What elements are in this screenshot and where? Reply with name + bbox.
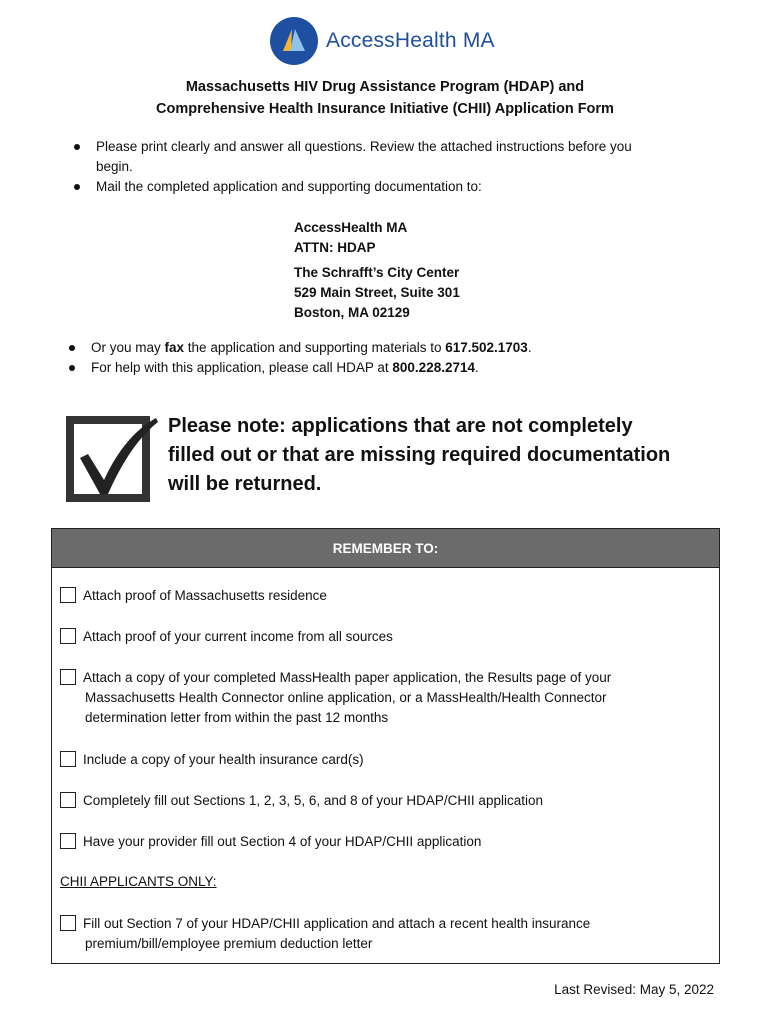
address-street: 529 Main Street, Suite 301 <box>294 285 460 300</box>
checkbox[interactable] <box>60 792 76 808</box>
fax-word: fax <box>164 340 185 355</box>
checklist-item-provider <box>60 832 700 852</box>
checklist-item-text-line2: premium/bill/employee premium deduction letter <box>85 936 373 951</box>
address-building: The Schrafft’s City Center <box>294 265 460 280</box>
checklist-item-income <box>60 627 700 647</box>
instruction-mail <box>72 177 712 197</box>
help-pre: For help with this application, please call HDAP at <box>91 360 393 375</box>
address-name: AccessHealth MA <box>294 220 408 235</box>
fax-pre: Or you may <box>91 340 165 355</box>
fax-number: 617.502.1703 <box>445 340 528 355</box>
checkbox[interactable] <box>60 915 76 931</box>
fax-post: . <box>527 340 532 355</box>
instruction-print-clearly-line2: begin. <box>96 159 133 174</box>
note-line2: filled out or that are missing required documentation <box>168 444 671 466</box>
checklist-item-residence <box>60 586 700 606</box>
note-line3: will be returned. <box>168 473 322 495</box>
instruction-print-clearly-line1: Please print clearly and answer all questions. Review the attached instructions before you <box>96 139 632 154</box>
checklist-item-text-line2: Massachusetts Health Connector online application, or a MassHealth/Health Connector <box>85 690 607 705</box>
address-attn: ATTN: HDAP <box>294 240 376 255</box>
checkbox[interactable] <box>60 628 76 644</box>
checklist-item-sections <box>60 791 700 811</box>
checkbox[interactable] <box>60 751 76 767</box>
logo-brand-text: AccessHealth MA <box>326 29 495 52</box>
form-title-line2: Comprehensive Health Insurance Initiative (CHII) Application Form <box>156 101 614 117</box>
checklist-item-text: Completely fill out Sections 1, 2, 3, 5, 6, and 8 of your HDAP/CHII application <box>83 793 543 808</box>
checkbox[interactable] <box>60 833 76 849</box>
checklist-item-chii-section7 <box>60 914 700 954</box>
incomplete-application-note <box>168 412 708 499</box>
checklist-item-text: Attach proof of Massachusetts residence <box>83 588 327 603</box>
address-city: Boston, MA 02129 <box>294 305 410 320</box>
contact-list <box>67 338 727 378</box>
help-post: . <box>475 360 479 375</box>
form-title-line1: Massachusetts HIV Drug Assistance Program (HDAP) and <box>185 79 585 95</box>
checklist-item-insurance-card <box>60 750 700 770</box>
checklist-item-masshealth <box>60 668 700 728</box>
fax-mid: the application and supporting materials to <box>184 340 446 355</box>
note-line1: Please note: applications that are not completely <box>168 415 633 437</box>
remember-checklist <box>51 528 720 964</box>
remember-header: REMEMBER TO: <box>52 529 719 568</box>
checklist-item-text: Have your provider fill out Section 4 of your HDAP/CHII application <box>83 834 482 849</box>
instruction-print-clearly <box>72 137 712 177</box>
checkbox[interactable] <box>60 587 76 603</box>
checklist-item-text: Attach proof of your current income from all sources <box>83 629 393 644</box>
mailing-address <box>294 218 460 323</box>
chii-applicants-label: CHII APPLICANTS ONLY: <box>60 874 217 889</box>
accesshealth-logo <box>270 16 510 66</box>
help-phone-number: 800.228.2714 <box>392 360 475 375</box>
checked-box-icon <box>66 414 160 504</box>
fax-instruction <box>67 338 727 358</box>
accesshealth-logo-mark-icon <box>270 17 318 65</box>
checkbox[interactable] <box>60 669 76 685</box>
checklist-item-text-line3: determination letter from within the past 12 months <box>85 710 389 725</box>
last-revised: Last Revised: May 5, 2022 <box>554 982 714 997</box>
instructions-list <box>72 137 712 197</box>
form-title <box>0 76 770 120</box>
instruction-mail-text: Mail the completed application and supporting documentation to: <box>96 179 482 194</box>
checklist-item-text: Attach a copy of your completed MassHealth paper application, the Results page of your <box>83 670 612 685</box>
checklist-item-text: Include a copy of your health insurance card(s) <box>83 752 364 767</box>
checklist-item-text: Fill out Section 7 of your HDAP/CHII application and attach a recent health insurance <box>83 916 591 931</box>
help-instruction <box>67 358 727 378</box>
